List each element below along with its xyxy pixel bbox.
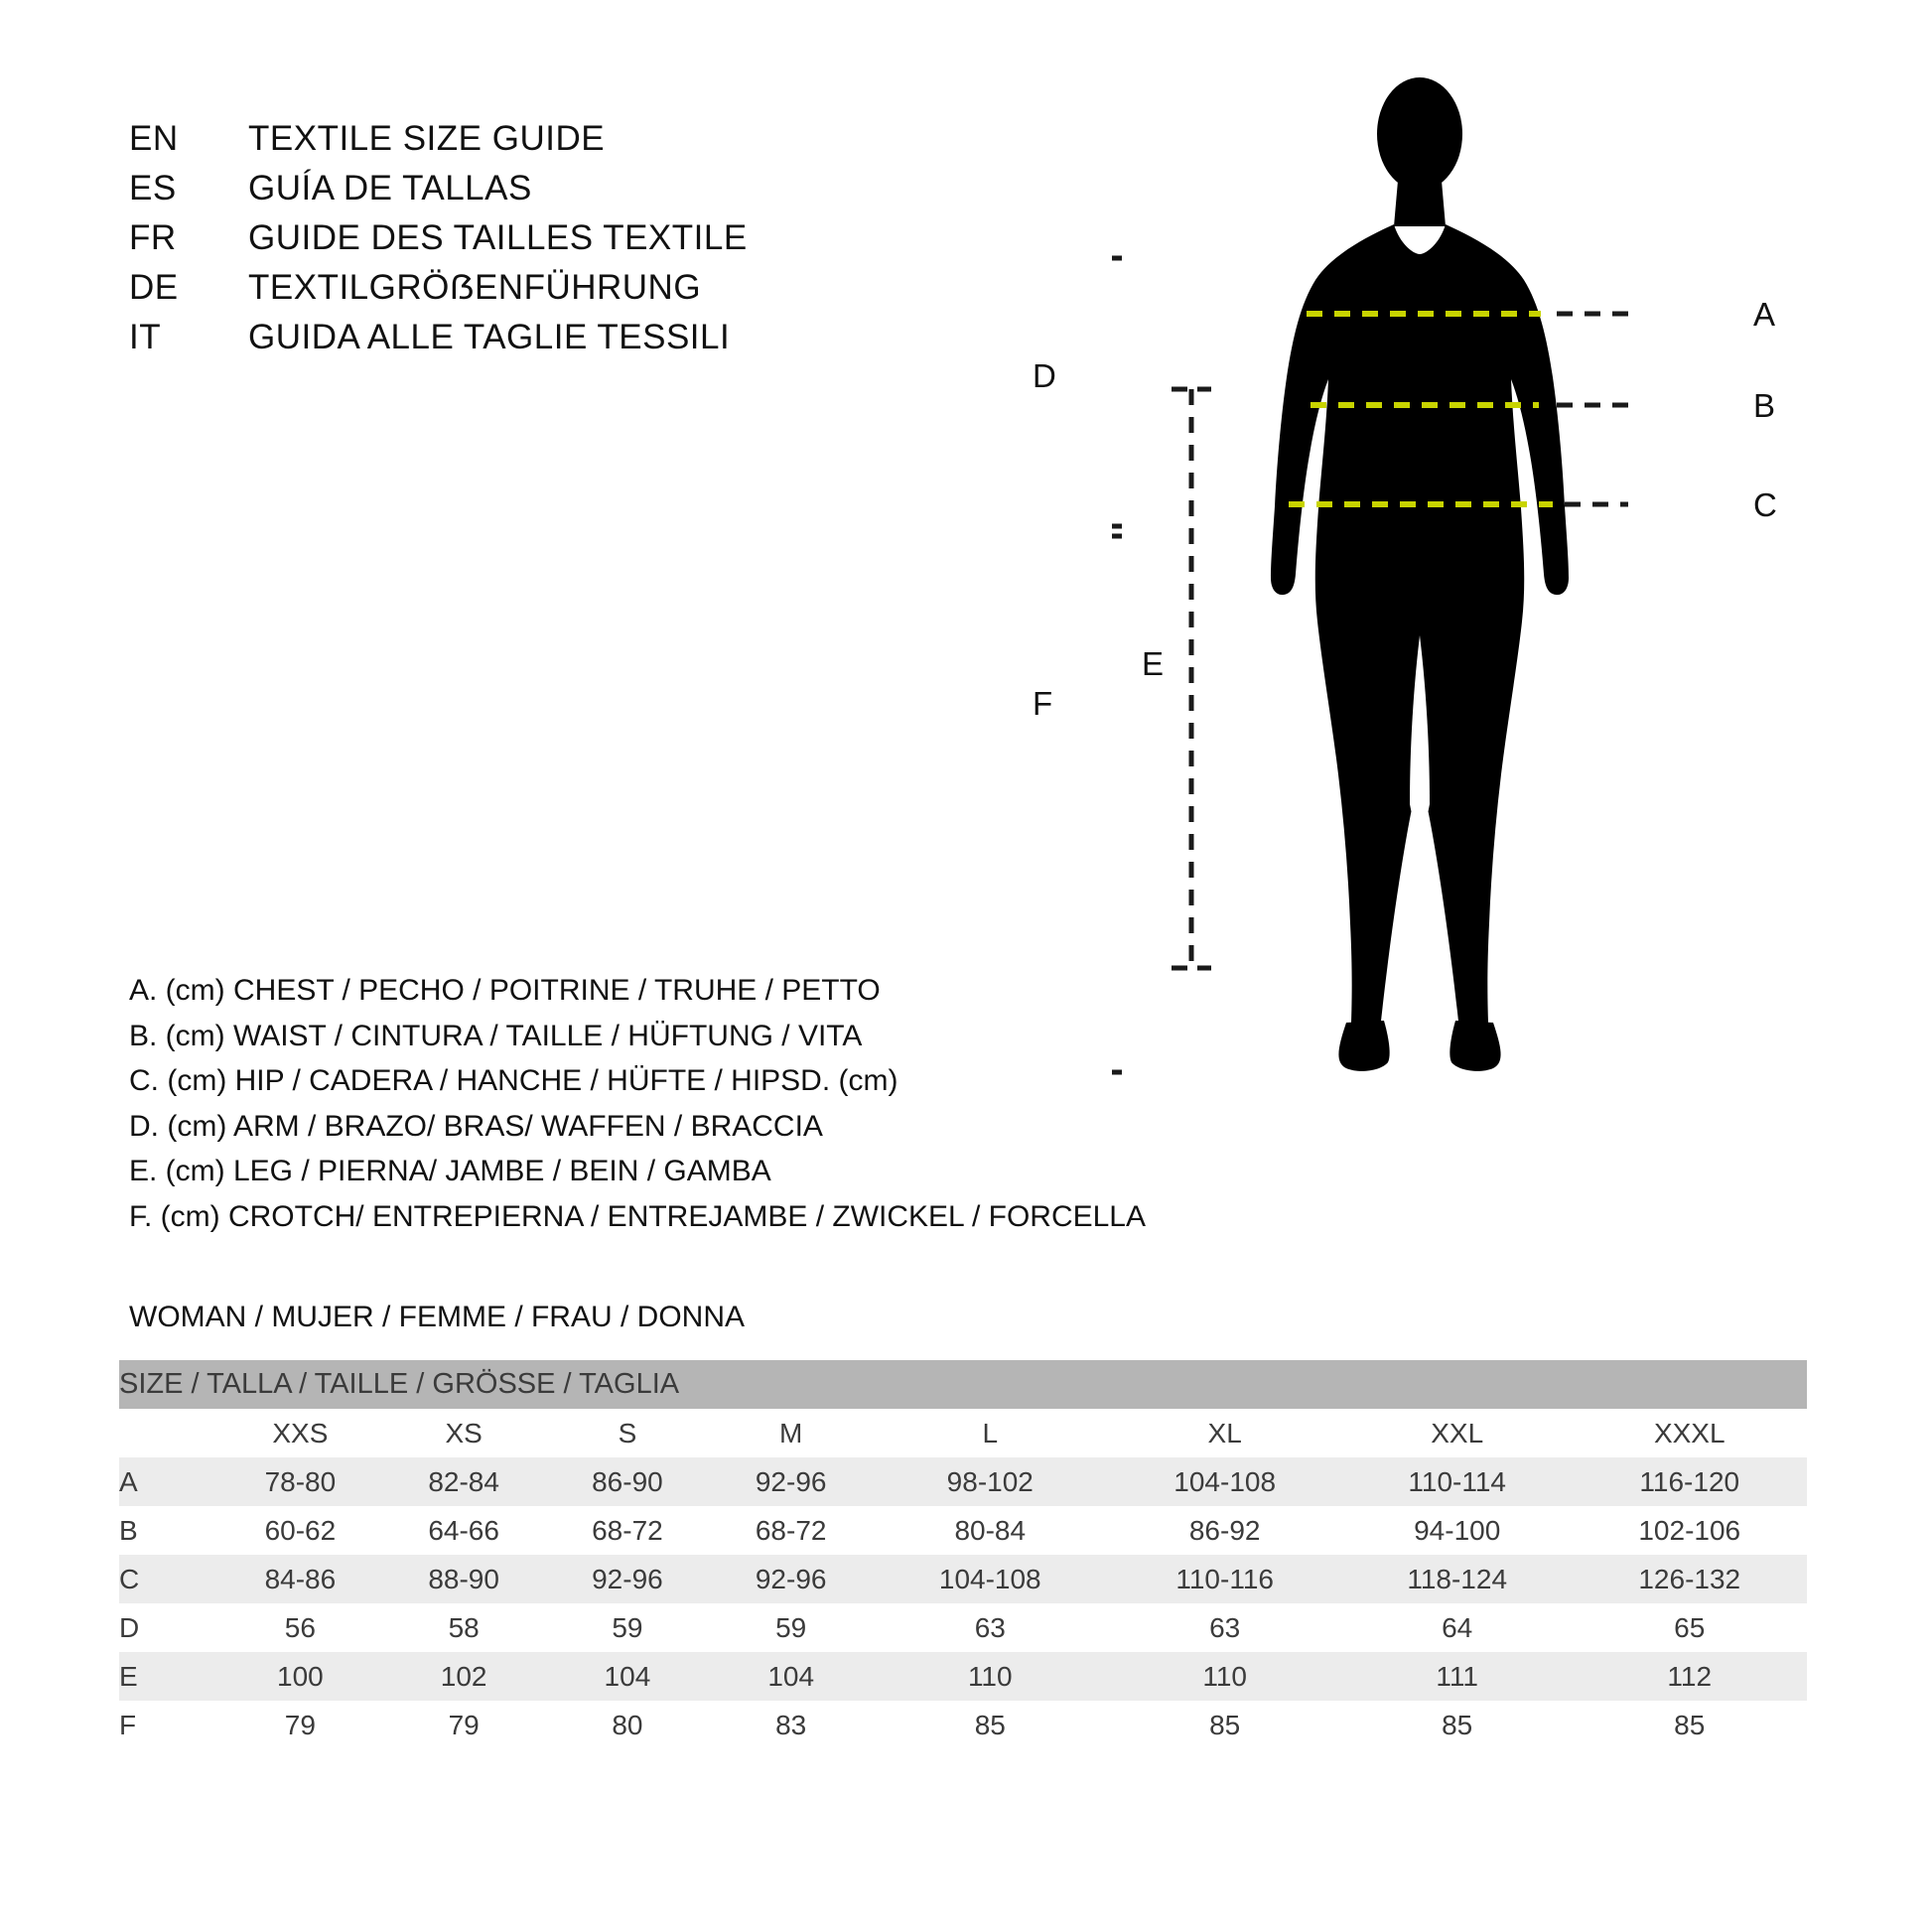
- table-row: [119, 1701, 1807, 1749]
- cell-b-s: 68-72: [546, 1506, 710, 1555]
- size-col-xs: XS: [382, 1409, 546, 1457]
- cell-d-xs: 58: [382, 1603, 546, 1652]
- dimension-label-e: E: [1142, 645, 1165, 682]
- cell-a-xxl: 110-114: [1342, 1457, 1573, 1506]
- cell-f-xxl: 85: [1342, 1701, 1573, 1749]
- cell-a-m: 92-96: [709, 1457, 873, 1506]
- cell-a-l: 98-102: [873, 1457, 1107, 1506]
- size-col-m: M: [709, 1409, 873, 1457]
- legend-row-a: A. (cm) CHEST / PECHO / POITRINE / TRUHE / PETTO: [129, 974, 881, 1007]
- cell-b-xxxl: 102-106: [1573, 1506, 1808, 1555]
- legend-row-b: B. (cm) WAIST / CINTURA / TAILLE / HÜFTUNG / VITA: [129, 1019, 863, 1052]
- table-header-row: [119, 1360, 1807, 1409]
- cell-e-xs: 102: [382, 1652, 546, 1701]
- size-col-s: S: [546, 1409, 710, 1457]
- title-text-fr: GUIDE DES TAILLES TEXTILE: [248, 218, 748, 257]
- figure-svg: [1112, 69, 1866, 1191]
- cell-d-m: 59: [709, 1603, 873, 1652]
- title-row: [129, 268, 943, 308]
- cell-f-s: 80: [546, 1701, 710, 1749]
- size-table: [119, 1360, 1807, 1749]
- title-lang-de: DE: [129, 268, 179, 307]
- size-col-xxs: XXS: [218, 1409, 382, 1457]
- cell-d-l: 63: [873, 1603, 1107, 1652]
- title-text-it: GUIDA ALLE TAGLIE TESSILI: [248, 318, 731, 356]
- title-text-de: TEXTILGRÖẞENFÜHRUNG: [248, 268, 702, 307]
- title-text-es: GUÍA DE TALLAS: [248, 169, 532, 207]
- row-label-c: C: [119, 1555, 218, 1603]
- cell-c-xl: 110-116: [1107, 1555, 1341, 1603]
- cell-d-s: 59: [546, 1603, 710, 1652]
- title-row: [129, 218, 943, 258]
- cell-c-s: 92-96: [546, 1555, 710, 1603]
- cell-c-l: 104-108: [873, 1555, 1107, 1603]
- row-label-b: B: [119, 1506, 218, 1555]
- title-row: [129, 169, 943, 208]
- row-label-f: F: [119, 1701, 218, 1749]
- group-caption: WOMAN / MUJER / FEMME / FRAU / DONNA: [129, 1301, 745, 1333]
- cell-d-xxs: 56: [218, 1603, 382, 1652]
- cell-b-m: 68-72: [709, 1506, 873, 1555]
- cell-d-xl: 63: [1107, 1603, 1341, 1652]
- title-lang-it: IT: [129, 318, 162, 356]
- title-lang-en: EN: [129, 119, 179, 158]
- dimension-label-a: A: [1753, 296, 1776, 333]
- dimension-label-b: B: [1753, 387, 1776, 424]
- cell-f-xxxl: 85: [1573, 1701, 1808, 1749]
- cell-f-m: 83: [709, 1701, 873, 1749]
- title-lang-fr: FR: [129, 218, 177, 257]
- cell-c-xxxl: 126-132: [1573, 1555, 1808, 1603]
- cell-e-s: 104: [546, 1652, 710, 1701]
- dimension-label-f: F: [1033, 685, 1053, 722]
- cell-b-xs: 64-66: [382, 1506, 546, 1555]
- cell-f-xs: 79: [382, 1701, 546, 1749]
- body-measurement-figure: [1033, 69, 1866, 1191]
- table-row: [119, 1457, 1807, 1506]
- cell-a-s: 86-90: [546, 1457, 710, 1506]
- title-block: [129, 119, 943, 367]
- table-row: [119, 1603, 1807, 1652]
- cell-e-m: 104: [709, 1652, 873, 1701]
- cell-a-xl: 104-108: [1107, 1457, 1341, 1506]
- cell-f-l: 85: [873, 1701, 1107, 1749]
- cell-e-xxs: 100: [218, 1652, 382, 1701]
- dimension-label-c: C: [1753, 486, 1777, 523]
- row-label-d: D: [119, 1603, 218, 1652]
- title-row: [129, 318, 943, 357]
- measurement-legend: [129, 968, 1181, 1240]
- cell-e-xxl: 111: [1342, 1652, 1573, 1701]
- title-text-en: TEXTILE SIZE GUIDE: [248, 119, 606, 158]
- cell-e-l: 110: [873, 1652, 1107, 1701]
- table-header-label: SIZE / TALLA / TAILLE / GRÖSSE / TAGLIA: [119, 1360, 1807, 1409]
- cell-c-xs: 88-90: [382, 1555, 546, 1603]
- dimension-label-d: D: [1033, 357, 1056, 394]
- size-col-xl: XL: [1107, 1409, 1341, 1457]
- title-lang-es: ES: [129, 169, 177, 207]
- legend-row-d: D. (cm) ARM / BRAZO/ BRAS/ WAFFEN / BRACCIA: [129, 1109, 823, 1143]
- legend-row-c: C. (cm) HIP / CADERA / HANCHE / HÜFTE / HIPSD. (cm): [129, 1064, 898, 1098]
- cell-b-xxl: 94-100: [1342, 1506, 1573, 1555]
- table-size-row: [119, 1409, 1807, 1457]
- woman-silhouette-icon: [1271, 77, 1569, 1071]
- cell-b-l: 80-84: [873, 1506, 1107, 1555]
- row-label-a: A: [119, 1457, 218, 1506]
- leg-dimension-bracket: [1172, 389, 1211, 968]
- cell-a-xxxl: 116-120: [1573, 1457, 1808, 1506]
- cell-c-xxs: 84-86: [218, 1555, 382, 1603]
- size-col-xxxl: XXXL: [1573, 1409, 1808, 1457]
- size-col-xxl: XXL: [1342, 1409, 1573, 1457]
- table-row: [119, 1555, 1807, 1603]
- legend-row-f: F. (cm) CROTCH/ ENTREPIERNA / ENTREJAMBE / ZWICKEL / FORCELLA: [129, 1199, 1146, 1233]
- cell-d-xxxl: 65: [1573, 1603, 1808, 1652]
- cell-a-xs: 82-84: [382, 1457, 546, 1506]
- cell-c-xxl: 118-124: [1342, 1555, 1573, 1603]
- row-label-e: E: [119, 1652, 218, 1701]
- cell-e-xxxl: 112: [1573, 1652, 1808, 1701]
- size-col-l: L: [873, 1409, 1107, 1457]
- cell-f-xxs: 79: [218, 1701, 382, 1749]
- cell-d-xxl: 64: [1342, 1603, 1573, 1652]
- cell-b-xxs: 60-62: [218, 1506, 382, 1555]
- cell-e-xl: 110: [1107, 1652, 1341, 1701]
- cell-b-xl: 86-92: [1107, 1506, 1341, 1555]
- cell-f-xl: 85: [1107, 1701, 1341, 1749]
- cell-a-xxs: 78-80: [218, 1457, 382, 1506]
- table-row: [119, 1652, 1807, 1701]
- title-row: [129, 119, 943, 159]
- cell-c-m: 92-96: [709, 1555, 873, 1603]
- table-row: [119, 1506, 1807, 1555]
- legend-row-e: E. (cm) LEG / PIERNA/ JAMBE / BEIN / GAMBA: [129, 1155, 771, 1188]
- arm-dimension-bracket: [1112, 258, 1122, 526]
- size-row-corner: [119, 1409, 218, 1457]
